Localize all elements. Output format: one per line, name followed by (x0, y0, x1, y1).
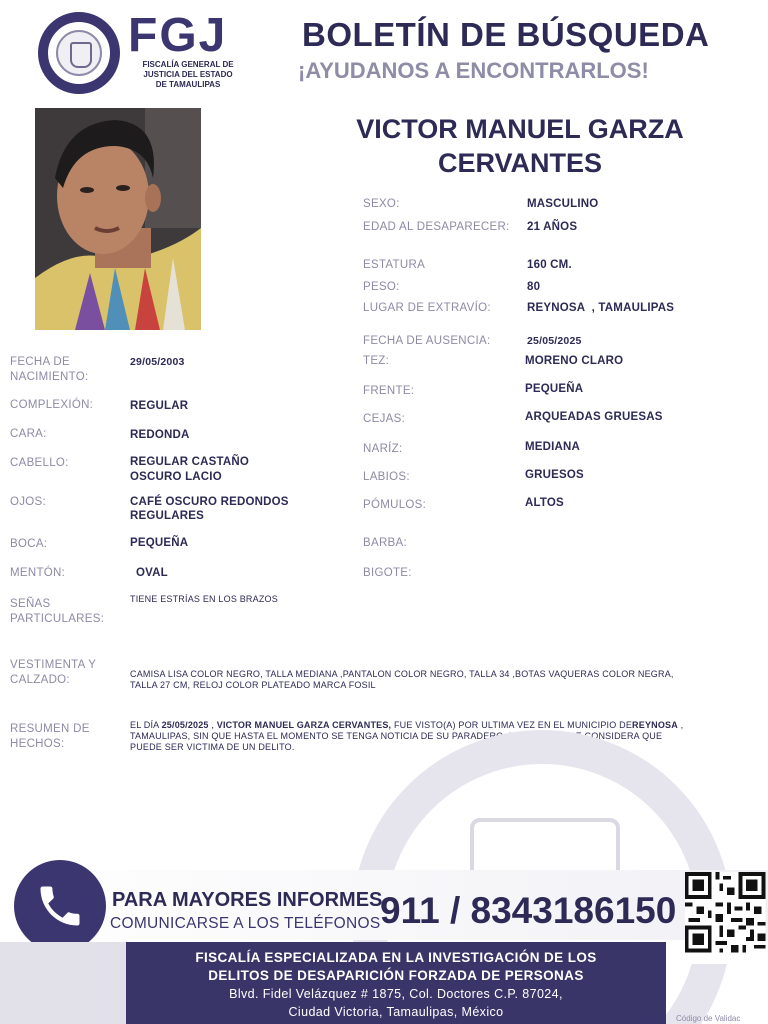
field-label-complexion: COMPLEXIÓN: (10, 399, 94, 411)
field-label-cara: CARA: (10, 428, 47, 440)
field-value-boca: PEQUEÑA (130, 537, 189, 549)
logo-text: FGJ (128, 9, 228, 62)
field-value-cejas: ARQUEADAS GRUESAS (525, 411, 663, 423)
field-value-fecha-nacimiento: 29/05/2003 (130, 356, 185, 368)
field-label-lugar: LUGAR DE EXTRAVÍO: (363, 302, 491, 314)
logo-subtitle: FISCALÍA GENERAL DE JUSTICIA DEL ESTADO DE TAMAULIPAS (142, 60, 234, 89)
phone-icon (14, 860, 106, 952)
field-label-sexo: SEXO: (363, 198, 400, 210)
field-label-cejas: CEJAS: (363, 413, 406, 425)
field-value-sexo: MASCULINO (527, 198, 599, 210)
field-label-senas: SEÑAS PARTICULARES: (10, 598, 105, 625)
phone-number[interactable]: 911 / 8343186150 (380, 890, 677, 931)
field-label-bigote: BIGOTE: (363, 567, 412, 579)
field-label-fecha-ausencia: FECHA DE AUSENCIA: (363, 335, 491, 347)
field-value-frente: PEQUEÑA (525, 383, 584, 395)
field-value-fecha-ausencia: 25/05/2025 (527, 335, 582, 347)
field-label-vestimenta: VESTIMENTA Y CALZADO: (10, 659, 97, 686)
footer-left-strip (0, 942, 126, 1024)
field-value-estatura: 160 CM. (527, 259, 572, 271)
qr-code-icon[interactable] (684, 872, 766, 964)
field-value-resumen: EL DÍA 25/05/2025 , VICTOR MANUEL GARZA CERVANTES, FUE VISTO(A) POR ULTIMA VEZ EN EL MUNICIPIO DEREYNOSA , TAMAULIPAS, SIN QUE HASTA EL MOMENTO SE TENGA NOTICIA DE SU PARADERO, POR LO QUE SE CONSIDERA QUE PUEDE SER VICTIMA DE UN DELITO. (130, 720, 684, 752)
field-value-edad: 21 AÑOS (527, 221, 578, 233)
contact-info-subheading: COMUNICARSE A LOS TELÉFONOS (110, 915, 381, 932)
field-label-estatura: ESTATURA (363, 259, 426, 271)
field-label-pomulos: PÓMULOS: (363, 499, 427, 511)
field-label-fecha-nacimiento: FECHA DE NACIMIENTO: (10, 356, 89, 383)
field-value-vestimenta: CAMISA LISA COLOR NEGRO, TALLA MEDIANA ,PANTALON COLOR NEGRO, TALLA 34 ,BOTAS VAQUERAS COLOR NEGRA, TALLA 27 CM, RELOJ COLOR PLATEADO MARCA FOSIL (130, 669, 674, 690)
agency-name-line1: FISCALÍA ESPECIALIZADA EN LA INVESTIGACIÓN DE LOS (195, 950, 597, 965)
agency-address-line2: Ciudad Victoria, Tamaulipas, México (288, 1005, 504, 1019)
field-value-tez: MORENO CLARO (525, 355, 624, 367)
field-label-tez: TEZ: (363, 355, 390, 367)
field-label-boca: BOCA: (10, 538, 48, 550)
field-value-ojos: CAFÉ OSCURO REDONDOS REGULARES (130, 496, 289, 522)
field-label-menton: MENTÓN: (10, 567, 66, 579)
field-value-cara: REDONDA (130, 429, 190, 441)
agency-address-band (126, 942, 666, 1024)
field-label-labios: LABIOS: (363, 471, 410, 483)
contact-info-heading: PARA MAYORES INFORMES, (112, 889, 388, 911)
person-name: VICTOR MANUEL GARZA CERVANTES (356, 114, 684, 178)
field-value-menton: OVAL (136, 567, 168, 579)
validation-code-label: Código de Validac (676, 1014, 741, 1023)
field-value-nariz: MEDIANA (525, 441, 581, 453)
field-value-cabello: REGULAR CASTAÑO OSCURO LACIO (130, 456, 250, 483)
field-value-labios: GRUESOS (525, 469, 584, 481)
field-value-pomulos: ALTOS (525, 497, 564, 509)
field-label-resumen: RESUMEN DE HECHOS: (10, 723, 90, 750)
fgj-shield-logo-icon (38, 12, 120, 94)
person-photo (35, 108, 201, 330)
agency-address-line1: Blvd. Fidel Velázquez # 1875, Col. Doctores C.P. 87024, (229, 987, 563, 1001)
page-subtitle: ¡AYUDANOS A ENCONTRARLOS! (298, 58, 649, 83)
field-value-senas: TIENE ESTRÍAS EN LOS BRAZOS (130, 594, 278, 604)
page-title: BOLETÍN DE BÚSQUEDA (302, 16, 710, 53)
field-label-nariz: NARÍZ: (363, 443, 403, 455)
field-label-ojos: OJOS: (10, 496, 47, 508)
field-label-cabello: CABELLO: (10, 457, 69, 469)
field-value-peso: 80 (527, 281, 541, 293)
field-label-edad: EDAD AL DESAPARECER: (363, 221, 510, 233)
field-value-complexion: REGULAR (130, 400, 189, 412)
agency-name-line2: DELITOS DE DESAPARICIÓN FORZADA DE PERSONAS (208, 968, 584, 983)
field-label-barba: BARBA: (363, 537, 407, 549)
field-label-peso: PESO: (363, 281, 400, 293)
field-label-frente: FRENTE: (363, 385, 415, 397)
field-value-lugar: REYNOSA , TAMAULIPAS (527, 302, 675, 314)
